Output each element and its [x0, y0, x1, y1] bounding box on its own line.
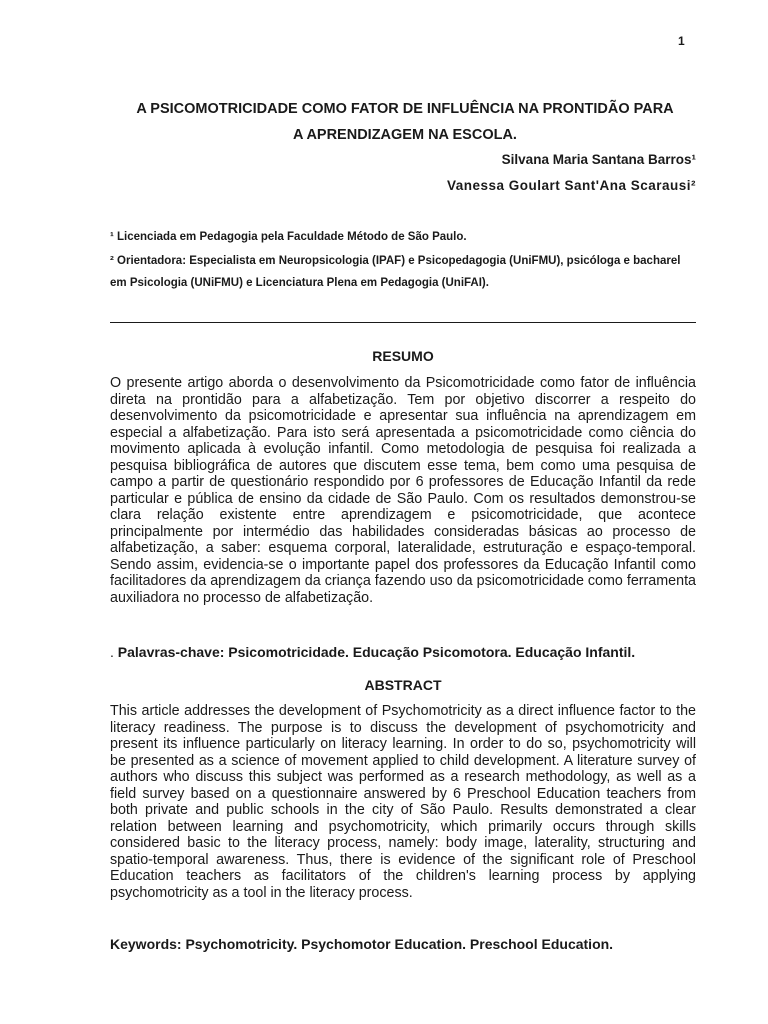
title-line-2: A APRENDIZAGEM NA ESCOLA. [293, 127, 517, 143]
author-2: Vanessa Goulart Sant'Ana Scarausi² [446, 178, 696, 193]
abstract-heading: ABSTRACT [364, 677, 442, 693]
affiliation-1: ¹ Licenciada em Pedagogia pela Faculdade Método de São Paulo. [110, 231, 467, 243]
affiliation-2: ² Orientadora: Especialista em Neuropsicologia (IPAF) e Psicopedagogia (UniFMU), psicóloga e bacharel em Psicologia (UNiFMU) e Licenciatura Plena em Pedagogia (UniFAI). [110, 255, 681, 289]
palavras-chave-text: Palavras-chave: Psicomotricidade. Educação Psicomotora. Educação Infantil. [117, 644, 636, 660]
palavras-chave-prefix: . [110, 644, 118, 660]
resumo-heading: RESUMO [372, 348, 434, 364]
header-divider [110, 322, 696, 323]
keywords: Keywords: Psychomotricity. Psychomotor Education. Preschool Education. [110, 936, 614, 952]
palavras-chave [110, 644, 696, 660]
resumo-body: O presente artigo aborda o desenvolvimento da Psicomotricidade como fator de influência direta na prontidão para a alfabetização. Tem por objetivo discorrer a respeito do desenvolvimento da psicomotricidade e apresentar sua influência na aprendizagem em especial a alfabetização. Para isto será apresentada a psicomotricidade como ciência do movimento aplicada à evolução infantil. Como metodologia de pesquisa foi realizada a pesquisa bibliográfica de autores que discutem esse tema, bem como uma pesquisa de campo a partir de questionário respondido por 6 professores de Educação Infantil da rede particular e pública de ensino da cidade de São Paulo. Com os resultados demonstrou-se clara relação existente entre aprendizagem e psicomotricidade, que acontece principalmente por intermédio das habilidades consideradas básicas ao processo de alfabetização, a saber: esquema corporal, lateralidade, estruturação e espaço-temporal. Sendo assim, evidencia-se o importante papel dos professores da Educação Infantil como facilitadores da aprendizagem da criança fazendo uso da psicomotricidade como ferramenta auxiliadora no processo de alfabetização. [110, 375, 696, 606]
abstract-body: This article addresses the development of Psychomotricity as a direct influence factor to the literacy readiness. The purpose is to discuss the development of psychomotricity and present its influence particularly on literacy learning. In order to do so, psychomotricity will be presented as a science of movement applied to child development. A literature survey of authors who discuss this subject was performed as a research methodology, as well as a field survey based on a questionnaire answered by 6 Preschool Education teachers from both private and public schools in the city of São Paulo. Results demonstrated a clear relation between learning and psychomotricity, which primarily occurs through skills considered basic to the literacy process, namely: body image, laterality, structuring and spatio-temporal awareness. Thus, there is evidence of the significant role of Preschool Education teachers as facilitators of the children's learning process by applying psychomotricity as a tool in the literacy process. [110, 703, 696, 901]
page-number: 1 [678, 34, 685, 48]
paper-title [100, 96, 710, 148]
author-1: Silvana Maria Santana Barros¹ [501, 152, 696, 167]
title-line-1: A PSICOMOTRICIDADE COMO FATOR DE INFLUÊNCIA NA PRONTIDÃO PARA [136, 101, 674, 117]
